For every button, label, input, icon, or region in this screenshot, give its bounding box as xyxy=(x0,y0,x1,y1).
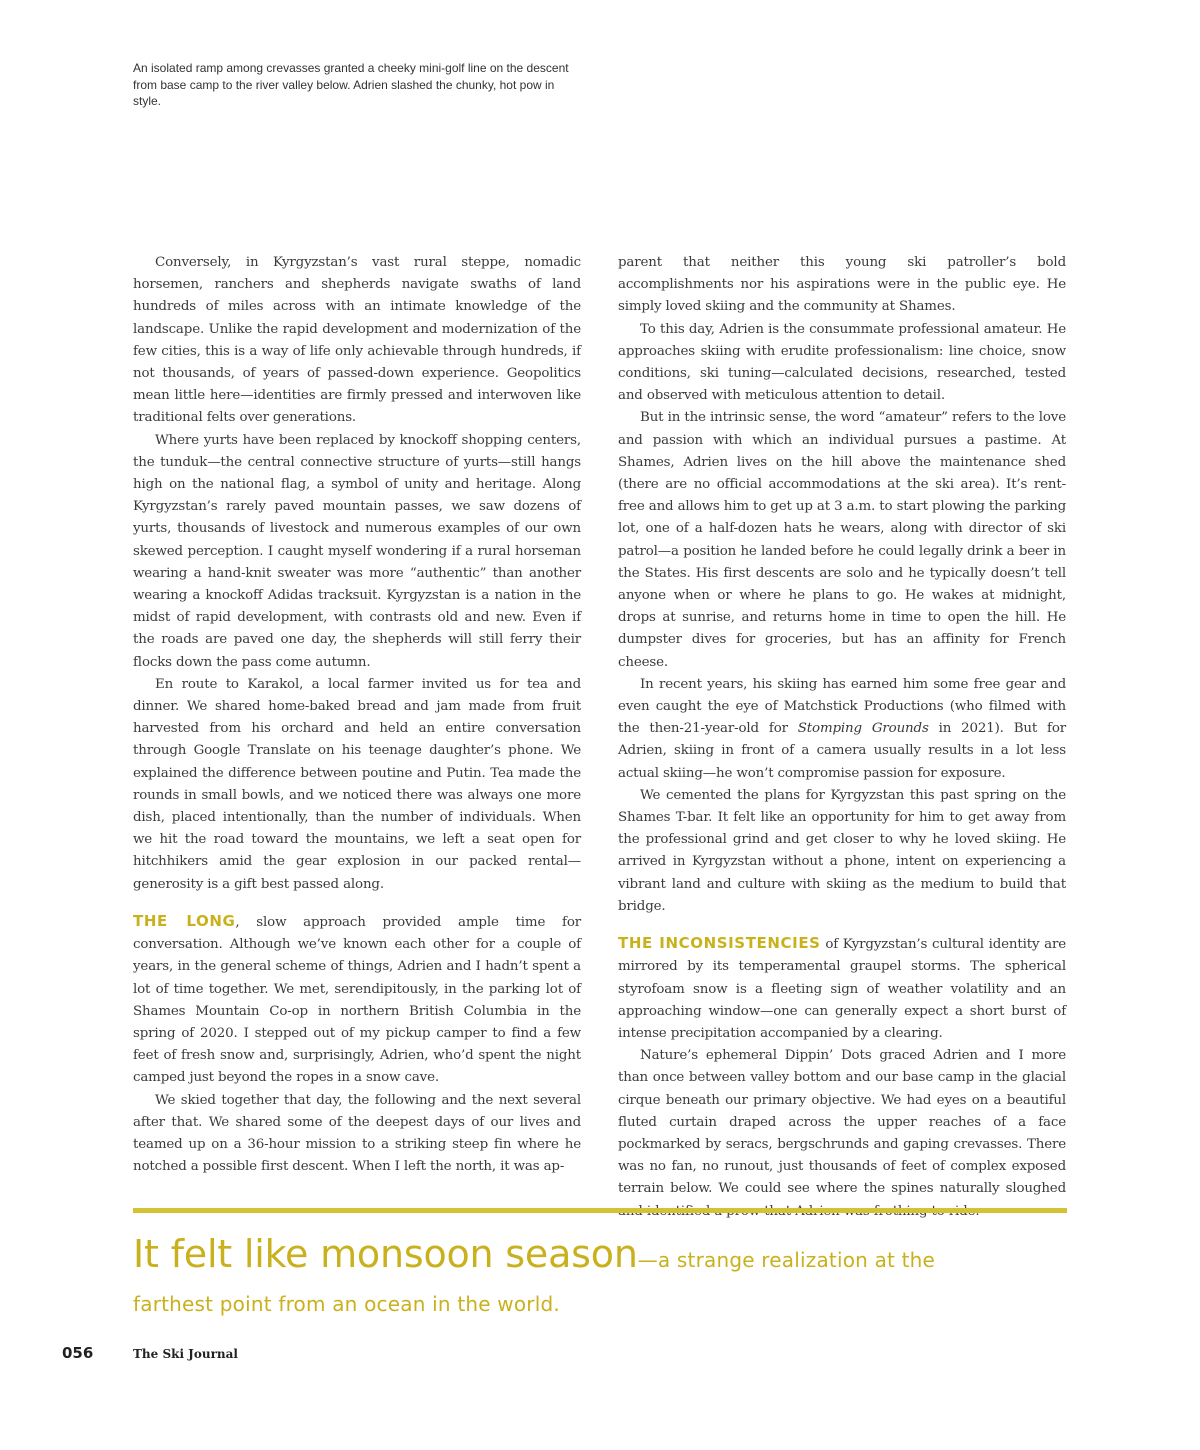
section-paragraph xyxy=(133,910,581,1090)
paragraph-text: of Kyrgyzstan’s cultural identity are mirrored by its temperamental graupel storms. The spherical styrofoam snow is a fleeting sign of weather volatility and an approaching window—one can generally expect a short burst of intense precipitation accompanied by a clearing. xyxy=(618,937,1067,1041)
paragraph: We skied together that day, the following and the next several after that. We shared some of the deepest days of our lives and teamed up on a 36-hour mission to a striking steep fin where he notched a possible first descent. When I left the north, it was ap- xyxy=(133,1092,581,1175)
paragraph: But in the intrinsic sense, the word “amateur” refers to the love and passion with which an individual pursues a pastime. At Shames, Adrien lives on the hill above the maintenance shed (there are no official accommodations at the ski area). It’s rent-free and allows him to get up at 3 a.m. to start plowing the parking lot, one of a half-dozen hats he wears, along with director of ski patrol—a position he landed before he could legally drink a beer in the States. His first descents are solo and he typically doesn’t tell anyone when or where he plans to go. He wakes at midnight, drops at sunrise, and returns home in time to open the hill. He dumpster dives for groceries, but has an affinity for French cheese. xyxy=(618,410,1066,670)
article-column-right xyxy=(618,252,1066,1223)
film-title: Stomping Grounds xyxy=(797,721,929,737)
pull-quote-line-2: farthest point from an ocean in the world. xyxy=(133,1292,560,1316)
paragraph: En route to Karakol, a local farmer invited us for tea and dinner. We shared home-baked bread and jam made from fruit harvested from his orchard and held an entire conversation through Google Translate on his teenage daughter’s phone. We explained the difference between poutine and Putin. Tea made the rounds in small bowls, and we noticed there was always one more dish, placed intentionally, than the number of individuals. When we hit the road toward the mountains, we left a seat open for hitchhikers amid the gear explosion in our packed rental—generosity is a gift best passed along. xyxy=(133,676,581,892)
paragraph: Conversely, in Kyrgyzstan’s vast rural steppe, nomadic horsemen, ranchers and shepherds navigate swaths of land hundreds of miles across with an intimate knowledge of the landscape. Unlike the rapid development and modernization of the few cities, this is a way of life only achievable through hundreds, if not thousands, of years of passed-down experience. Geopolitics mean little here—identities are firmly pressed and interwoven like traditional felts over generations. xyxy=(133,255,581,426)
section-lead-in: THE INCONSISTENCIES xyxy=(618,934,821,953)
section-paragraph xyxy=(618,932,1066,1045)
pull-quote xyxy=(133,1228,1083,1288)
photo-caption: An isolated ramp among crevasses granted a cheeky mini-golf line on the descent from base camp to the river valley below. Adrien slashed the chunky, hot pow in style. xyxy=(133,61,569,108)
paragraph: Nature’s ephemeral Dippin’ Dots graced Adrien and I more than once between valley bottom and our base camp in the glacial cirque beneath our primary objective. We had eyes on a beautiful fluted curtain draped across the upper reaches of a face pockmarked by seracs, bergschrunds and gaping crevasses. There was no fan, no runout, just thousands of feet of complex exposed terrain below. We could see where the spines naturally sloughed xyxy=(618,1048,1066,1197)
section-lead-in: THE LONG xyxy=(133,911,236,930)
pullquote-rule xyxy=(133,1208,1067,1213)
paragraph-text: In recent years, his skiing has earned him some free gear and even caught the eye of Matchstick Productions (who filmed with the then-21-year-old for xyxy=(618,676,1066,737)
pull-quote-large: It felt like monsoon season xyxy=(133,1232,638,1276)
paragraph: parent that neither this young ski patroller’s bold accomplishments nor his aspirations were in the public eye. He simply loved skiing and the community at Shames. xyxy=(618,255,1066,315)
paragraph: We cemented the plans for Kyrgyzstan this past spring on the Shames T-bar. It felt like an opportunity for him to get away from the professional grind and get closer to why he loved skiing. He arrived in Kyrgyzstan without a phone, intent on experiencing a vibrant land and culture with skiing as the medium to build that bridge. xyxy=(618,787,1066,914)
paragraph-text: in 2021). But for Adrien, skiing in front of a camera usually results in a lot less actual skiing—he won’t compromise passion for exposure. xyxy=(618,721,1066,781)
paragraph: To this day, Adrien is the consummate professional amateur. He approaches skiing with erudite professionalism: line choice, snow conditions, ski tuning—calculated decisions, researched, tested and observed with meticulous attention to detail. xyxy=(618,321,1066,404)
paragraph: Where yurts have been replaced by knockoff shopping centers, the tunduk—the central connective structure of yurts—still hangs high on the national flag, a symbol of unity and heritage. Along Kyrgyzstan’s rarely paved mountain passes, we saw dozens of yurts, thousands of livestock and numerous examples of our own skewed perception. I caught myself wondering if a rural horseman wearing a hand-knit sweater was more “authentic” than another wearing a knockoff Adidas tracksuit. Kyrgyzstan is a nation in the midst of rapid development, with contrasts old and new. Even if the roads are paved one day, the shepherds will still ferry their flocks down the pass come autumn. xyxy=(133,432,581,670)
paragraph xyxy=(618,674,1066,785)
paragraph-text: , slow approach provided ample time for conversation. Although we’ve known each other for a couple of years, in the general scheme of things, Adrien and I hadn’t spent a lot of time together. We met, serendipitously, in the parking lot of Shames Mountain Co-op in northern British Columbia in the spring of 2020. I stepped out of my pickup camper to find a few feet of fresh snow and, surprisingly, Adrien, who’d spent the night camped just beyond the ropes in a snow cave. xyxy=(133,914,581,1086)
publication-name: The Ski Journal xyxy=(133,1347,238,1361)
article-column-left xyxy=(133,252,581,1178)
pull-quote-small: —a strange realization at the xyxy=(637,1248,936,1272)
page-number: 056 xyxy=(62,1344,94,1362)
